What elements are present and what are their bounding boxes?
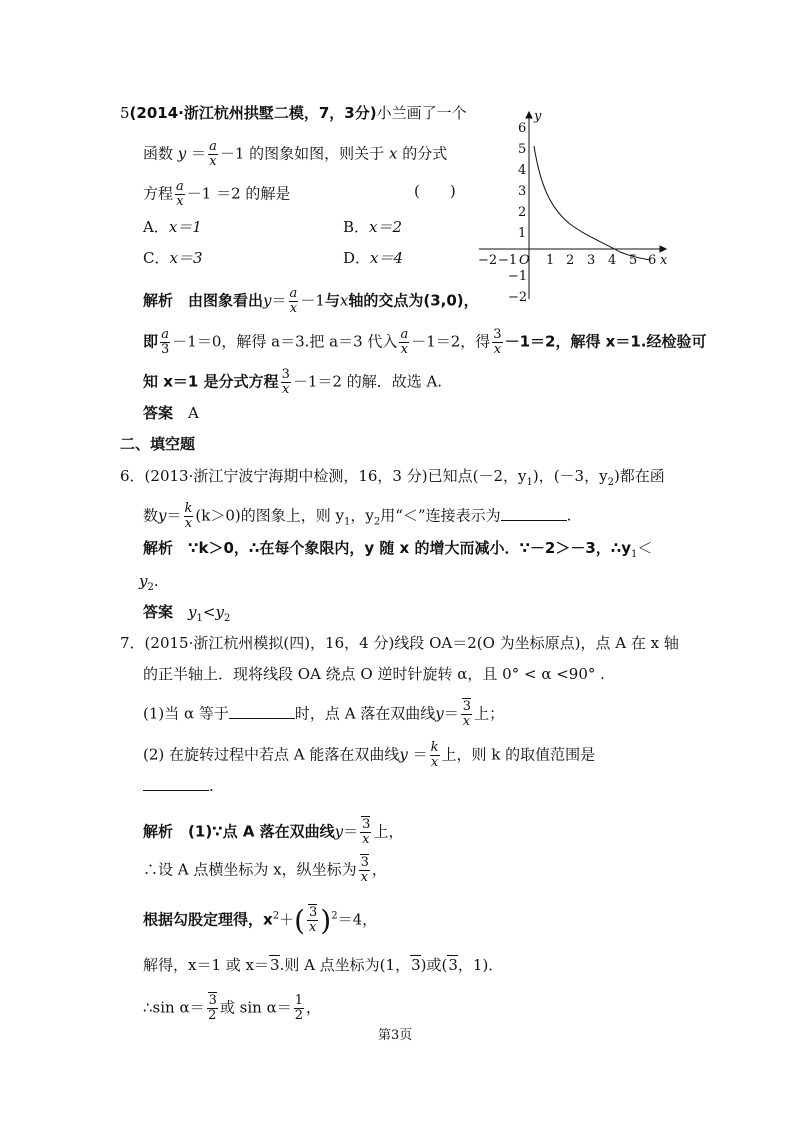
svg-text:3: 3: [587, 253, 596, 268]
q5-frac-eq: $\frac{a}{x}$: [176, 179, 184, 209]
q7-analysis-line1: 解析 (1)∵点 A 落在双曲线y＝ $\frac{3}{x}$ 上，: [143, 817, 404, 847]
q6-answer: 答案 $y_1<y_2$: [143, 603, 231, 624]
svg-text:6: 6: [518, 121, 527, 136]
x-axis-label: x: [660, 253, 668, 268]
q7-blank-1: [229, 706, 295, 719]
svg-text:1: 1: [546, 253, 555, 268]
q7-analysis-line2: ∴设 A 点横坐标为 x，纵坐标为 $\frac{3}{x}$ ，: [143, 855, 387, 885]
q7-blank-2: [143, 778, 209, 791]
q6-analysis: 解析 ∵k＞0，∴在每个象限内，y 随 x 的增大而减小．∵－2＞－3，$\therefore y_1<$: [143, 539, 653, 560]
svg-text:−2: −2: [508, 290, 528, 304]
q5-analysis-line2: 即 $\frac{a}{3}$ －1＝0，解得 a＝3.把 a＝3 代入 $\frac{a}{x}$ －1＝2，得 $\frac{3}{x}$ －1＝2，解得 x＝1.经检验可: [143, 327, 707, 357]
svg-text:2: 2: [566, 253, 575, 268]
q5-source: (2014·浙江杭州拱墅二模，7，3分): [129, 104, 377, 122]
svg-text:−1: −1: [508, 269, 528, 284]
hyperbola-curve: [534, 146, 650, 260]
q7-line1: 7．(2015·浙江杭州模拟(四)，16，4 分)线段 OA＝2(O 为坐标原点)，点 A 在 x 轴: [120, 634, 679, 652]
q7-analysis-line4: 解得，x＝1 或 x＝3.则 A 点坐标为(1，3)或(3，1)．: [143, 956, 504, 974]
svg-text:2: 2: [518, 205, 527, 220]
section-heading: 二、填空题: [120, 435, 196, 453]
page-number: 第3页: [378, 1028, 413, 1043]
y-axis-label: y: [534, 109, 542, 124]
q5-line2: 函数 y ＝ $\frac{a}{x}$ －1 的图象如图，则关于 x 的分式: [143, 139, 448, 169]
q5-analysis-label: 解析: [143, 291, 174, 310]
q5-option-d: D．x＝4: [343, 249, 404, 267]
q6-answer-blank: [501, 508, 567, 521]
svg-text:1: 1: [518, 226, 527, 241]
q5-y-eq: y: [177, 144, 187, 163]
svg-text:5: 5: [629, 253, 638, 268]
q5-stem3a: 方程: [143, 184, 174, 203]
q5-stem1: 小兰画了一个: [376, 104, 467, 122]
q5-paren: ( ): [414, 182, 456, 200]
svg-text:−2: −2: [478, 253, 498, 268]
q5-stem2b: 的图象如图，: [249, 144, 340, 163]
q7-part1: (1)当 α 等于 时，点 A 落在双曲线y＝ $\frac{3}{x}$ 上；: [143, 699, 505, 729]
svg-text:4: 4: [608, 253, 617, 268]
q5-stem2c: 则关于: [339, 144, 385, 163]
q5-stem3b: ＝2 的解是: [216, 184, 291, 203]
svg-text:3: 3: [518, 184, 527, 199]
q6-line1: 6．(2013·浙江宁波宁海期中检测，16，3 分)已知点(－2，$y_1$)，(－3，$y_2$)都在函: [120, 467, 665, 488]
svg-text:6: 6: [648, 253, 657, 268]
q5-option-b: B．x＝2: [343, 218, 403, 236]
origin-label: O: [519, 253, 530, 268]
q5-option-a: A．x＝1: [143, 218, 202, 236]
q5-stem2a: 函数: [143, 144, 174, 163]
svg-text:4: 4: [518, 163, 527, 178]
q5-frac-a-x: $\frac{a}{x}$: [209, 139, 217, 169]
q7-analysis-line5: ∴sin α＝ $\frac{3}{2}$ 或 sin α＝ $\frac{1}{2}$ ，: [143, 993, 322, 1023]
q6-analysis-line2: $y_2$.: [139, 572, 159, 593]
q7-part2-blank: .: [143, 777, 214, 795]
q7-analysis-line3: 根据勾股定理得，$x^2+$( $\frac{3}{x}$ )$^2$＝4，: [143, 903, 378, 937]
q5-answer: 答案 A: [143, 404, 199, 422]
q5-line3: 方程 $\frac{a}{x}$ －1 ＝2 的解是: [143, 179, 291, 209]
q7-line2: 的正半轴上．现将线段 OA 绕点 O 逆时针旋转 α，且 0° < α <90° .: [143, 665, 605, 683]
q6-line2: 数y＝ $\frac{k}{x}$ (k＞0)的图象上，则 $y_1$，$y_2$用“＜”连接表示为 .: [143, 501, 572, 531]
svg-text:−1: −1: [498, 253, 518, 268]
q5-number: 5: [120, 104, 130, 122]
q5-analysis-line1: 解析 由图象看出y＝ $\frac{a}{x}$ －1与x轴的交点为(3,0)，: [143, 286, 479, 316]
q5-analysis-line3: 知 x＝1 是分式方程 $\frac{3}{x}$ －1＝2 的解．故选 A.: [143, 367, 443, 397]
q5-stem2d: 的分式: [402, 144, 448, 163]
q5-line1: [120, 104, 467, 122]
svg-text:5: 5: [518, 142, 527, 157]
q7-part2: (2) 在旋转过程中若点 A 能落在双曲线y ＝ $\frac{k}{x}$ 上，则 k 的取值范围是: [143, 740, 596, 770]
q5-option-c: C．x＝3: [143, 249, 203, 267]
function-graph: [474, 104, 674, 304]
